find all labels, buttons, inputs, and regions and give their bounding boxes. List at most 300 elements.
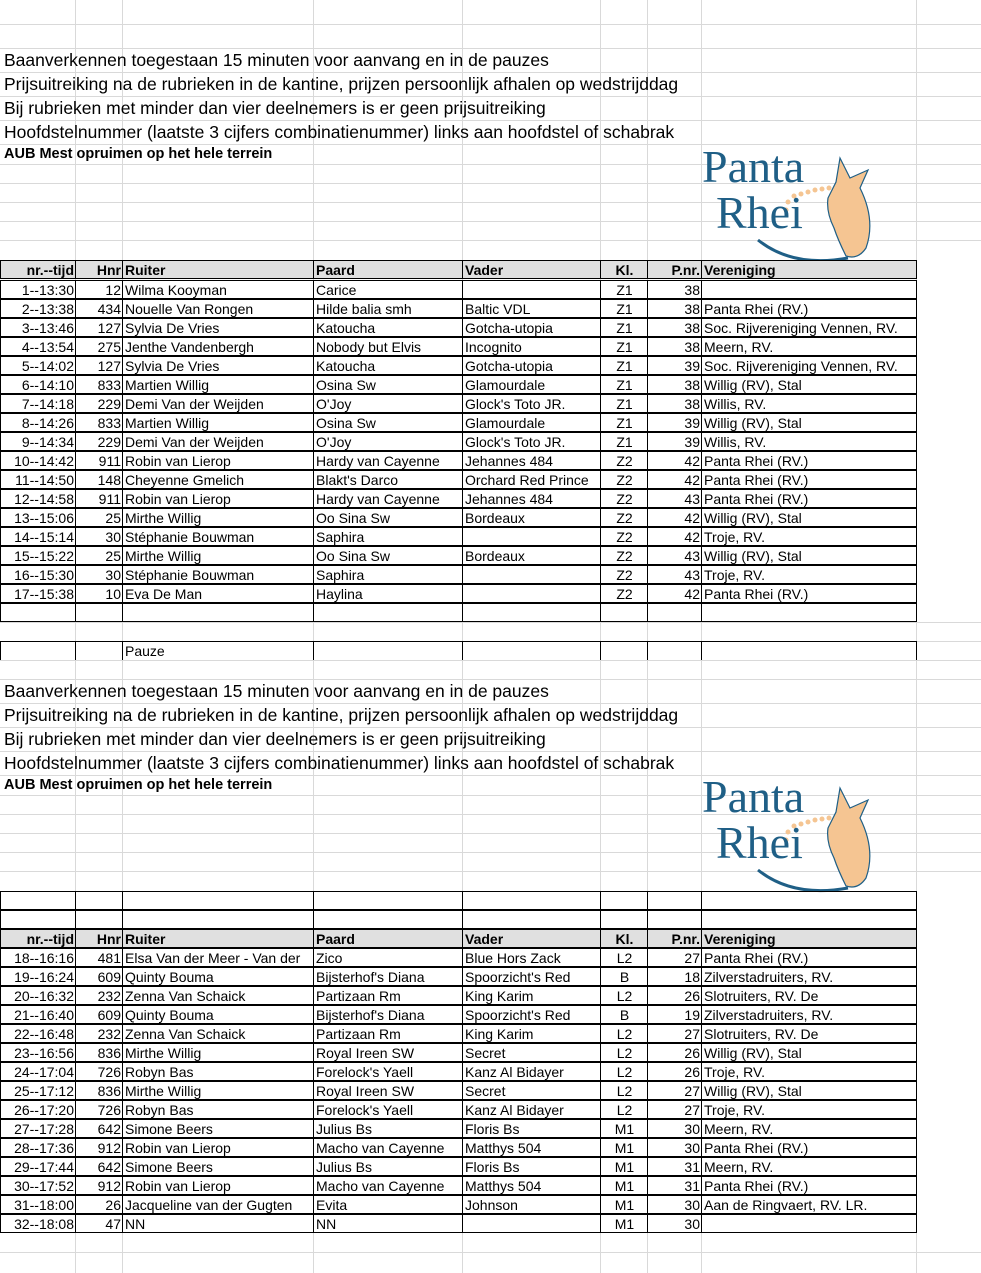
cell-klasse: Z1 — [600, 433, 648, 450]
cell-proef-nr: 43 — [647, 547, 702, 564]
cell-paard: Osina Sw — [313, 376, 463, 393]
cell-hnr: 609 — [75, 1006, 123, 1023]
table-row — [0, 1157, 917, 1176]
cell-vereniging: Meern, RV. — [701, 338, 917, 355]
cell-klasse: Z1 — [600, 338, 648, 355]
cell-proef-nr: 38 — [647, 395, 702, 412]
cell-nr-tijd: 26--17:20 — [0, 1101, 76, 1118]
cell-vereniging: Willis, RV. — [701, 395, 917, 412]
cell-hnr: 912 — [75, 1139, 123, 1156]
cell-nr-tijd: 22--16:48 — [0, 1025, 76, 1042]
cell-proef-nr: 26 — [647, 987, 702, 1004]
cell-proef-nr: 26 — [647, 1063, 702, 1080]
cell-ruiter: Stéphanie Bouwman — [122, 528, 314, 545]
pause-label: Pauze — [122, 642, 314, 660]
cell-paard: Forelock's Yaell — [313, 1063, 463, 1080]
note-line: Baanverkennen toegestaan 15 minuten voor aanvang en in de pauzes — [4, 50, 549, 70]
cell-nr-tijd: 7--14:18 — [0, 395, 76, 412]
cell-hnr: 148 — [75, 471, 123, 488]
cell-nr-tijd: 16--15:30 — [0, 566, 76, 583]
cell-vereniging: Panta Rhei (RV.) — [701, 471, 917, 488]
cell-nr-tijd: 18--16:16 — [0, 949, 76, 966]
cell-klasse: M1 — [600, 1158, 648, 1175]
cell-vader: Bordeaux — [462, 547, 601, 564]
cell-ruiter: Wilma Kooyman — [122, 281, 314, 298]
cell-proef-nr: 42 — [647, 509, 702, 526]
cell-klasse: Z1 — [600, 357, 648, 374]
cell-klasse: L2 — [600, 1082, 648, 1099]
cell-klasse: L2 — [600, 1101, 648, 1118]
cell-proef-nr: 43 — [647, 490, 702, 507]
table-header-row — [0, 260, 917, 279]
cell-paard: Zico — [313, 949, 463, 966]
cell-proef-nr: P.nr. — [647, 930, 702, 947]
cell-klasse: L2 — [600, 1044, 648, 1061]
table-row — [0, 546, 917, 565]
cell-klasse — [600, 892, 648, 909]
cell-vader: Orchard Red Prince — [462, 471, 601, 488]
cell-vader — [462, 1215, 601, 1232]
table-row — [0, 432, 917, 451]
cell-vereniging: Meern, RV. — [701, 1158, 917, 1175]
cell-proef-nr — [647, 604, 702, 621]
cell-vader: Vader — [462, 930, 601, 947]
cell-vader: Spoorzicht's Red — [462, 968, 601, 985]
cell-nr-tijd — [0, 911, 76, 928]
cell-klasse: Z2 — [600, 509, 648, 526]
bold-note: AUB Mest opruimen op het hele terrein — [4, 146, 273, 162]
table-row — [0, 967, 917, 986]
panta-rhei-logo — [698, 770, 883, 895]
logo-text-panta: Panta — [702, 141, 805, 192]
cell-paard — [313, 642, 463, 660]
cell-nr-tijd: nr.--tijd — [0, 930, 76, 947]
cell-nr-tijd: 2--13:38 — [0, 300, 76, 317]
cell-proef-nr — [647, 642, 702, 660]
cell-paard: O'Joy — [313, 433, 463, 450]
cell-proef-nr: 38 — [647, 319, 702, 336]
cell-nr-tijd: 28--17:36 — [0, 1139, 76, 1156]
cell-hnr: 911 — [75, 452, 123, 469]
table-row — [0, 375, 917, 394]
cell-proef-nr: 38 — [647, 300, 702, 317]
note-line: Prijsuitreiking na de rubrieken in de kantine, prijzen persoonlijk afhalen op wedstrijddag — [4, 74, 679, 94]
cell-nr-tijd: 29--17:44 — [0, 1158, 76, 1175]
cell-hnr — [75, 892, 123, 909]
cell-hnr: 229 — [75, 395, 123, 412]
cell-proef-nr — [647, 911, 702, 928]
cell-klasse: Z2 — [600, 528, 648, 545]
cell-vader: Incognito — [462, 338, 601, 355]
cell-vader: Kanz Al Bidayer — [462, 1101, 601, 1118]
cell-paard: Blakt's Darco — [313, 471, 463, 488]
cell-vader: Gotcha-utopia — [462, 319, 601, 336]
cell-klasse: M1 — [600, 1215, 648, 1232]
cell-vader — [462, 604, 601, 621]
cell-klasse: Z1 — [600, 319, 648, 336]
cell-nr-tijd: 21--16:40 — [0, 1006, 76, 1023]
cell-paard: Saphira — [313, 528, 463, 545]
cell-vader: Blue Hors Zack — [462, 949, 601, 966]
cell-vereniging — [701, 642, 917, 660]
cell-vereniging: Troje, RV. — [701, 1063, 917, 1080]
cell-hnr: 609 — [75, 968, 123, 985]
cell-ruiter: Jacqueline van der Gugten — [122, 1196, 314, 1213]
cell-vader — [462, 281, 601, 298]
cell-nr-tijd — [0, 604, 76, 621]
cell-paard: Julius Bs — [313, 1158, 463, 1175]
cell-ruiter: Robin van Lierop — [122, 1177, 314, 1194]
cell-nr-tijd: 25--17:12 — [0, 1082, 76, 1099]
cell-vereniging: Vereniging — [701, 930, 917, 947]
panta-rhei-logo-icon — [698, 770, 883, 895]
gridline-horizontal — [0, 1252, 981, 1253]
cell-hnr: 127 — [75, 357, 123, 374]
cell-nr-tijd: 9--14:34 — [0, 433, 76, 450]
table-row — [0, 489, 917, 508]
cell-vader: Matthys 504 — [462, 1177, 601, 1194]
cell-vereniging: Willig (RV), Stal — [701, 1044, 917, 1061]
cell-paard: NN — [313, 1215, 463, 1232]
cell-paard: Julius Bs — [313, 1120, 463, 1137]
cell-ruiter: Ruiter — [122, 930, 314, 947]
note-line: Prijsuitreiking na de rubrieken in de kantine, prijzen persoonlijk afhalen op wedstrijddag — [4, 705, 679, 725]
cell-proef-nr: 30 — [647, 1196, 702, 1213]
table-row-empty — [0, 891, 917, 910]
cell-ruiter: Zenna Van Schaick — [122, 1025, 314, 1042]
panta-rhei-logo — [698, 140, 883, 265]
cell-nr-tijd: 19--16:24 — [0, 968, 76, 985]
cell-hnr: 26 — [75, 1196, 123, 1213]
cell-nr-tijd: 14--15:14 — [0, 528, 76, 545]
cell-hnr: Hnr — [75, 930, 123, 947]
logo-text-rhei: Rhei — [716, 187, 803, 238]
cell-nr-tijd: 6--14:10 — [0, 376, 76, 393]
cell-klasse: Z1 — [600, 414, 648, 431]
cell-hnr: 833 — [75, 414, 123, 431]
cell-vereniging: Willig (RV), Stal — [701, 547, 917, 564]
note-line: Hoofdstelnummer (laatste 3 cijfers combinatienummer) links aan hoofdstel of schabrak — [4, 753, 675, 773]
cell-proef-nr: 31 — [647, 1158, 702, 1175]
table-row-empty — [0, 603, 917, 622]
cell-ruiter: Demi Van der Weijden — [122, 395, 314, 412]
cell-nr-tijd: 1--13:30 — [0, 281, 76, 298]
cell-nr-tijd: 17--15:38 — [0, 585, 76, 602]
cell-proef-nr: 42 — [647, 452, 702, 469]
cell-proef-nr: 39 — [647, 433, 702, 450]
cell-vader: Baltic VDL — [462, 300, 601, 317]
cell-klasse — [600, 911, 648, 928]
cell-hnr — [75, 604, 123, 621]
cell-vader — [462, 528, 601, 545]
cell-nr-tijd: 10--14:42 — [0, 452, 76, 469]
table-row — [0, 948, 917, 967]
panta-rhei-logo-icon — [698, 140, 883, 265]
cell-hnr: 434 — [75, 300, 123, 317]
cell-paard: Macho van Cayenne — [313, 1177, 463, 1194]
cell-vader — [462, 566, 601, 583]
table-row — [0, 318, 917, 337]
table-row — [0, 584, 917, 603]
cell-proef-nr: 30 — [647, 1215, 702, 1232]
cell-hnr: 642 — [75, 1120, 123, 1137]
cell-ruiter: Quinty Bouma — [122, 968, 314, 985]
cell-klasse: Z2 — [600, 585, 648, 602]
cell-vader: Jehannes 484 — [462, 490, 601, 507]
cell-hnr: 127 — [75, 319, 123, 336]
cell-vereniging: Panta Rhei (RV.) — [701, 490, 917, 507]
cell-hnr: 30 — [75, 566, 123, 583]
cell-vereniging: Willig (RV), Stal — [701, 1082, 917, 1099]
cell-proef-nr — [647, 892, 702, 909]
cell-paard: Paard — [313, 261, 463, 278]
table-row — [0, 508, 917, 527]
table-row — [0, 299, 917, 318]
cell-nr-tijd: 5--14:02 — [0, 357, 76, 374]
cell-vader: Floris Bs — [462, 1158, 601, 1175]
cell-nr-tijd: 23--16:56 — [0, 1044, 76, 1061]
table-row — [0, 565, 917, 584]
cell-klasse: M1 — [600, 1139, 648, 1156]
cell-hnr: 25 — [75, 509, 123, 526]
cell-hnr: 275 — [75, 338, 123, 355]
table-row — [0, 1024, 917, 1043]
cell-klasse: L2 — [600, 1025, 648, 1042]
cell-hnr: 833 — [75, 376, 123, 393]
cell-proef-nr: 31 — [647, 1177, 702, 1194]
cell-proef-nr: 39 — [647, 414, 702, 431]
cell-nr-tijd: 30--17:52 — [0, 1177, 76, 1194]
table-row — [0, 280, 917, 299]
table-row — [0, 1176, 917, 1195]
cell-ruiter: Mirthe Willig — [122, 509, 314, 526]
logo-text-rhei: Rhei — [716, 817, 803, 868]
cell-nr-tijd: 20--16:32 — [0, 987, 76, 1004]
cell-hnr: 836 — [75, 1082, 123, 1099]
cell-nr-tijd: 32--18:08 — [0, 1215, 76, 1232]
cell-nr-tijd: 15--15:22 — [0, 547, 76, 564]
cell-paard: Oo Sina Sw — [313, 509, 463, 526]
cell-nr-tijd: 24--17:04 — [0, 1063, 76, 1080]
cell-hnr: 12 — [75, 281, 123, 298]
cell-ruiter: NN — [122, 1215, 314, 1232]
cell-nr-tijd: 31--18:00 — [0, 1196, 76, 1213]
cell-proef-nr: 19 — [647, 1006, 702, 1023]
cell-klasse: L2 — [600, 949, 648, 966]
cell-vereniging: Troje, RV. — [701, 1101, 917, 1118]
cell-hnr: 836 — [75, 1044, 123, 1061]
cell-klasse: L2 — [600, 1063, 648, 1080]
cell-vader: Glock's Toto JR. — [462, 395, 601, 412]
cell-proef-nr: 26 — [647, 1044, 702, 1061]
cell-vereniging: Willis, RV. — [701, 433, 917, 450]
table-row-empty — [0, 910, 917, 929]
cell-vereniging: Panta Rhei (RV.) — [701, 949, 917, 966]
cell-vader: Glamourdale — [462, 376, 601, 393]
cell-proef-nr: 42 — [647, 528, 702, 545]
table-row — [0, 394, 917, 413]
cell-nr-tijd: 3--13:46 — [0, 319, 76, 336]
cell-vereniging: Panta Rhei (RV.) — [701, 452, 917, 469]
cell-vader: Glock's Toto JR. — [462, 433, 601, 450]
table-row — [0, 337, 917, 356]
cell-vereniging: Soc. Rijvereniging Vennen, RV. — [701, 319, 917, 336]
cell-vader: Bordeaux — [462, 509, 601, 526]
cell-proef-nr: 27 — [647, 949, 702, 966]
cell-hnr: Hnr — [75, 261, 123, 278]
cell-proef-nr: 38 — [647, 338, 702, 355]
cell-vader: Spoorzicht's Red — [462, 1006, 601, 1023]
cell-proef-nr: 27 — [647, 1025, 702, 1042]
cell-vader: Matthys 504 — [462, 1139, 601, 1156]
cell-klasse: Z2 — [600, 452, 648, 469]
table-row — [0, 1005, 917, 1024]
cell-ruiter: Ruiter — [122, 261, 314, 278]
cell-ruiter: Mirthe Willig — [122, 1082, 314, 1099]
cell-hnr: 47 — [75, 1215, 123, 1232]
cell-klasse: Z2 — [600, 566, 648, 583]
cell-klasse: M1 — [600, 1196, 648, 1213]
table-row — [0, 1100, 917, 1119]
cell-vereniging — [701, 892, 917, 909]
bold-note: AUB Mest opruimen op het hele terrein — [4, 777, 273, 793]
table-row — [0, 356, 917, 375]
cell-vader: Gotcha-utopia — [462, 357, 601, 374]
cell-paard: Royal Ireen SW — [313, 1044, 463, 1061]
cell-vader: Jehannes 484 — [462, 452, 601, 469]
cell-ruiter: Stéphanie Bouwman — [122, 566, 314, 583]
cell-ruiter: Martien Willig — [122, 376, 314, 393]
cell-paard — [313, 911, 463, 928]
cell-proef-nr: 43 — [647, 566, 702, 583]
cell-paard: Evita — [313, 1196, 463, 1213]
cell-klasse: M1 — [600, 1177, 648, 1194]
cell-klasse: M1 — [600, 1120, 648, 1137]
cell-ruiter: Robin van Lierop — [122, 1139, 314, 1156]
cell-paard: Carice — [313, 281, 463, 298]
cell-paard: Bijsterhof's Diana — [313, 968, 463, 985]
cell-paard: Hardy van Cayenne — [313, 452, 463, 469]
table-row — [0, 1081, 917, 1100]
cell-vereniging: Panta Rhei (RV.) — [701, 1139, 917, 1156]
cell-proef-nr: 42 — [647, 585, 702, 602]
table-row — [0, 1214, 917, 1233]
cell-paard: Hilde balia smh — [313, 300, 463, 317]
cell-vereniging: Zilverstadruiters, RV. — [701, 1006, 917, 1023]
cell-ruiter: Mirthe Willig — [122, 1044, 314, 1061]
cell-vereniging — [701, 281, 917, 298]
cell-paard — [313, 604, 463, 621]
cell-klasse: Z1 — [600, 300, 648, 317]
cell-ruiter: Martien Willig — [122, 414, 314, 431]
cell-vader: Secret — [462, 1082, 601, 1099]
gridline-horizontal — [0, 622, 981, 623]
table-row — [0, 1138, 917, 1157]
cell-vereniging: Zilverstadruiters, RV. — [701, 968, 917, 985]
cell-ruiter: Demi Van der Weijden — [122, 433, 314, 450]
note-line: Baanverkennen toegestaan 15 minuten voor aanvang en in de pauzes — [4, 681, 549, 701]
cell-paard — [313, 892, 463, 909]
cell-ruiter: Zenna Van Schaick — [122, 987, 314, 1004]
cell-proef-nr: 38 — [647, 281, 702, 298]
cell-proef-nr: 30 — [647, 1120, 702, 1137]
note-line: Bij rubrieken met minder dan vier deelnemers is er geen prijsuitreiking — [4, 729, 546, 749]
cell-klasse: Z1 — [600, 281, 648, 298]
cell-vader: King Karim — [462, 987, 601, 1004]
cell-vader — [462, 642, 601, 660]
table-row — [0, 1195, 917, 1214]
cell-klasse: L2 — [600, 987, 648, 1004]
table-row — [0, 1043, 917, 1062]
cell-klasse: Kl. — [600, 261, 648, 278]
cell-vereniging: Willig (RV), Stal — [701, 414, 917, 431]
cell-ruiter: Mirthe Willig — [122, 547, 314, 564]
cell-klasse: Z2 — [600, 490, 648, 507]
cell-hnr: 232 — [75, 987, 123, 1004]
cell-nr-tijd: 8--14:26 — [0, 414, 76, 431]
cell-proef-nr: 30 — [647, 1139, 702, 1156]
cell-nr-tijd: 11--14:50 — [0, 471, 76, 488]
cell-vereniging: Soc. Rijvereniging Vennen, RV. — [701, 357, 917, 374]
cell-paard: Partizaan Rm — [313, 1025, 463, 1042]
cell-ruiter: Jenthe Vandenbergh — [122, 338, 314, 355]
cell-vereniging: Troje, RV. — [701, 528, 917, 545]
table-row — [0, 527, 917, 546]
note-line: Bij rubrieken met minder dan vier deelnemers is er geen prijsuitreiking — [4, 98, 546, 118]
cell-paard: Bijsterhof's Diana — [313, 1006, 463, 1023]
cell-ruiter: Simone Beers — [122, 1120, 314, 1137]
cell-klasse: Z1 — [600, 376, 648, 393]
cell-ruiter — [122, 604, 314, 621]
cell-nr-tijd — [0, 642, 76, 660]
cell-hnr: 642 — [75, 1158, 123, 1175]
cell-paard: Paard — [313, 930, 463, 947]
cell-hnr — [75, 642, 123, 660]
cell-hnr: 726 — [75, 1101, 123, 1118]
cell-paard: Forelock's Yaell — [313, 1101, 463, 1118]
cell-vereniging: Aan de Ringvaert, RV. LR. — [701, 1196, 917, 1213]
cell-paard: Katoucha — [313, 319, 463, 336]
cell-ruiter: Robin van Lierop — [122, 490, 314, 507]
cell-nr-tijd — [0, 892, 76, 909]
table-row — [0, 1119, 917, 1138]
gridline-horizontal — [0, 660, 981, 661]
cell-ruiter: Quinty Bouma — [122, 1006, 314, 1023]
cell-paard: Macho van Cayenne — [313, 1139, 463, 1156]
cell-proef-nr: P.nr. — [647, 261, 702, 278]
cell-klasse: Z2 — [600, 547, 648, 564]
table-header-row — [0, 929, 917, 948]
cell-paard: O'Joy — [313, 395, 463, 412]
cell-hnr: 232 — [75, 1025, 123, 1042]
cell-klasse — [600, 604, 648, 621]
cell-klasse: B — [600, 968, 648, 985]
table-row — [0, 470, 917, 489]
cell-klasse — [600, 642, 648, 660]
cell-proef-nr: 38 — [647, 376, 702, 393]
cell-paard: Nobody but Elvis — [313, 338, 463, 355]
cell-ruiter — [122, 911, 314, 928]
cell-vereniging — [701, 1215, 917, 1232]
cell-paard: Royal Ireen SW — [313, 1082, 463, 1099]
cell-vader: King Karim — [462, 1025, 601, 1042]
cell-hnr: 229 — [75, 433, 123, 450]
cell-proef-nr: 27 — [647, 1101, 702, 1118]
cell-ruiter: Sylvia De Vries — [122, 319, 314, 336]
cell-hnr: 10 — [75, 585, 123, 602]
cell-nr-tijd: nr.--tijd — [0, 261, 76, 278]
cell-klasse: Z1 — [600, 395, 648, 412]
